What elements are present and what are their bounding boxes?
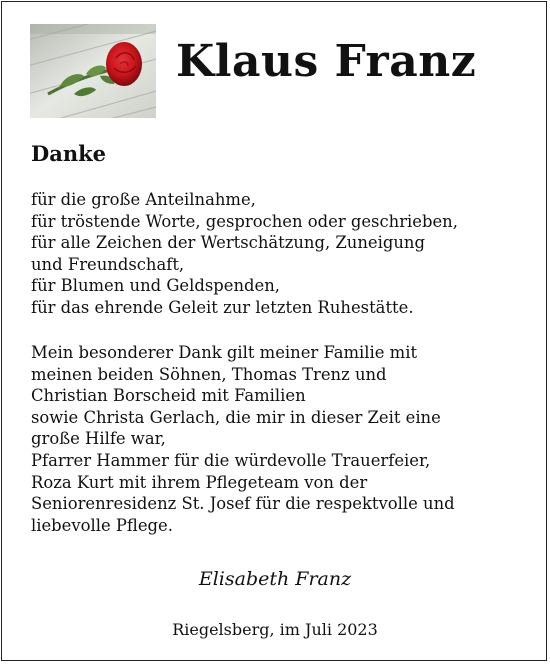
thanks-heading: Danke (31, 141, 106, 166)
text-line: und Freundschaft, (31, 254, 185, 274)
text-line: für Blumen und Geldspenden, (31, 276, 280, 296)
text-line: für das ehrende Geleit zur letzten Ruhestätte. (31, 297, 414, 317)
thanks-paragraph-2 (31, 342, 455, 536)
text-line: Roza Kurt mit ihrem Pflegeteam von der (31, 472, 368, 492)
signature: Elisabeth Franz (198, 568, 352, 590)
rose-on-wood-icon (30, 24, 156, 118)
text-line: für alle Zeichen der Wertschätzung, Zuneigung (31, 233, 425, 253)
text-line: liebevolle Pflege. (31, 515, 173, 535)
text-line: Seniorenresidenz St. Josef für die respektvolle und (31, 494, 455, 514)
rose-image (30, 24, 156, 118)
thanks-paragraph-1 (31, 189, 458, 319)
text-line: Pfarrer Hammer für die würdevolle Trauerfeier, (31, 450, 431, 470)
text-line: für die große Anteilnahme, (31, 190, 256, 209)
deceased-name: Klaus Franz (176, 36, 477, 87)
text-line: Christian Borscheid mit Familien (31, 386, 306, 406)
text-line: meinen beiden Söhnen, Thomas Trenz und (31, 364, 387, 384)
text-line: große Hilfe war, (31, 429, 166, 449)
text-line: sowie Christa Gerlach, die mir in dieser Zeit eine (31, 407, 441, 427)
place-date: Riegelsberg, im Juli 2023 (172, 620, 378, 639)
text-line: Mein besonderer Dank gilt meiner Familie mit (31, 343, 418, 362)
text-line: für tröstende Worte, gesprochen oder geschrieben, (31, 211, 458, 231)
